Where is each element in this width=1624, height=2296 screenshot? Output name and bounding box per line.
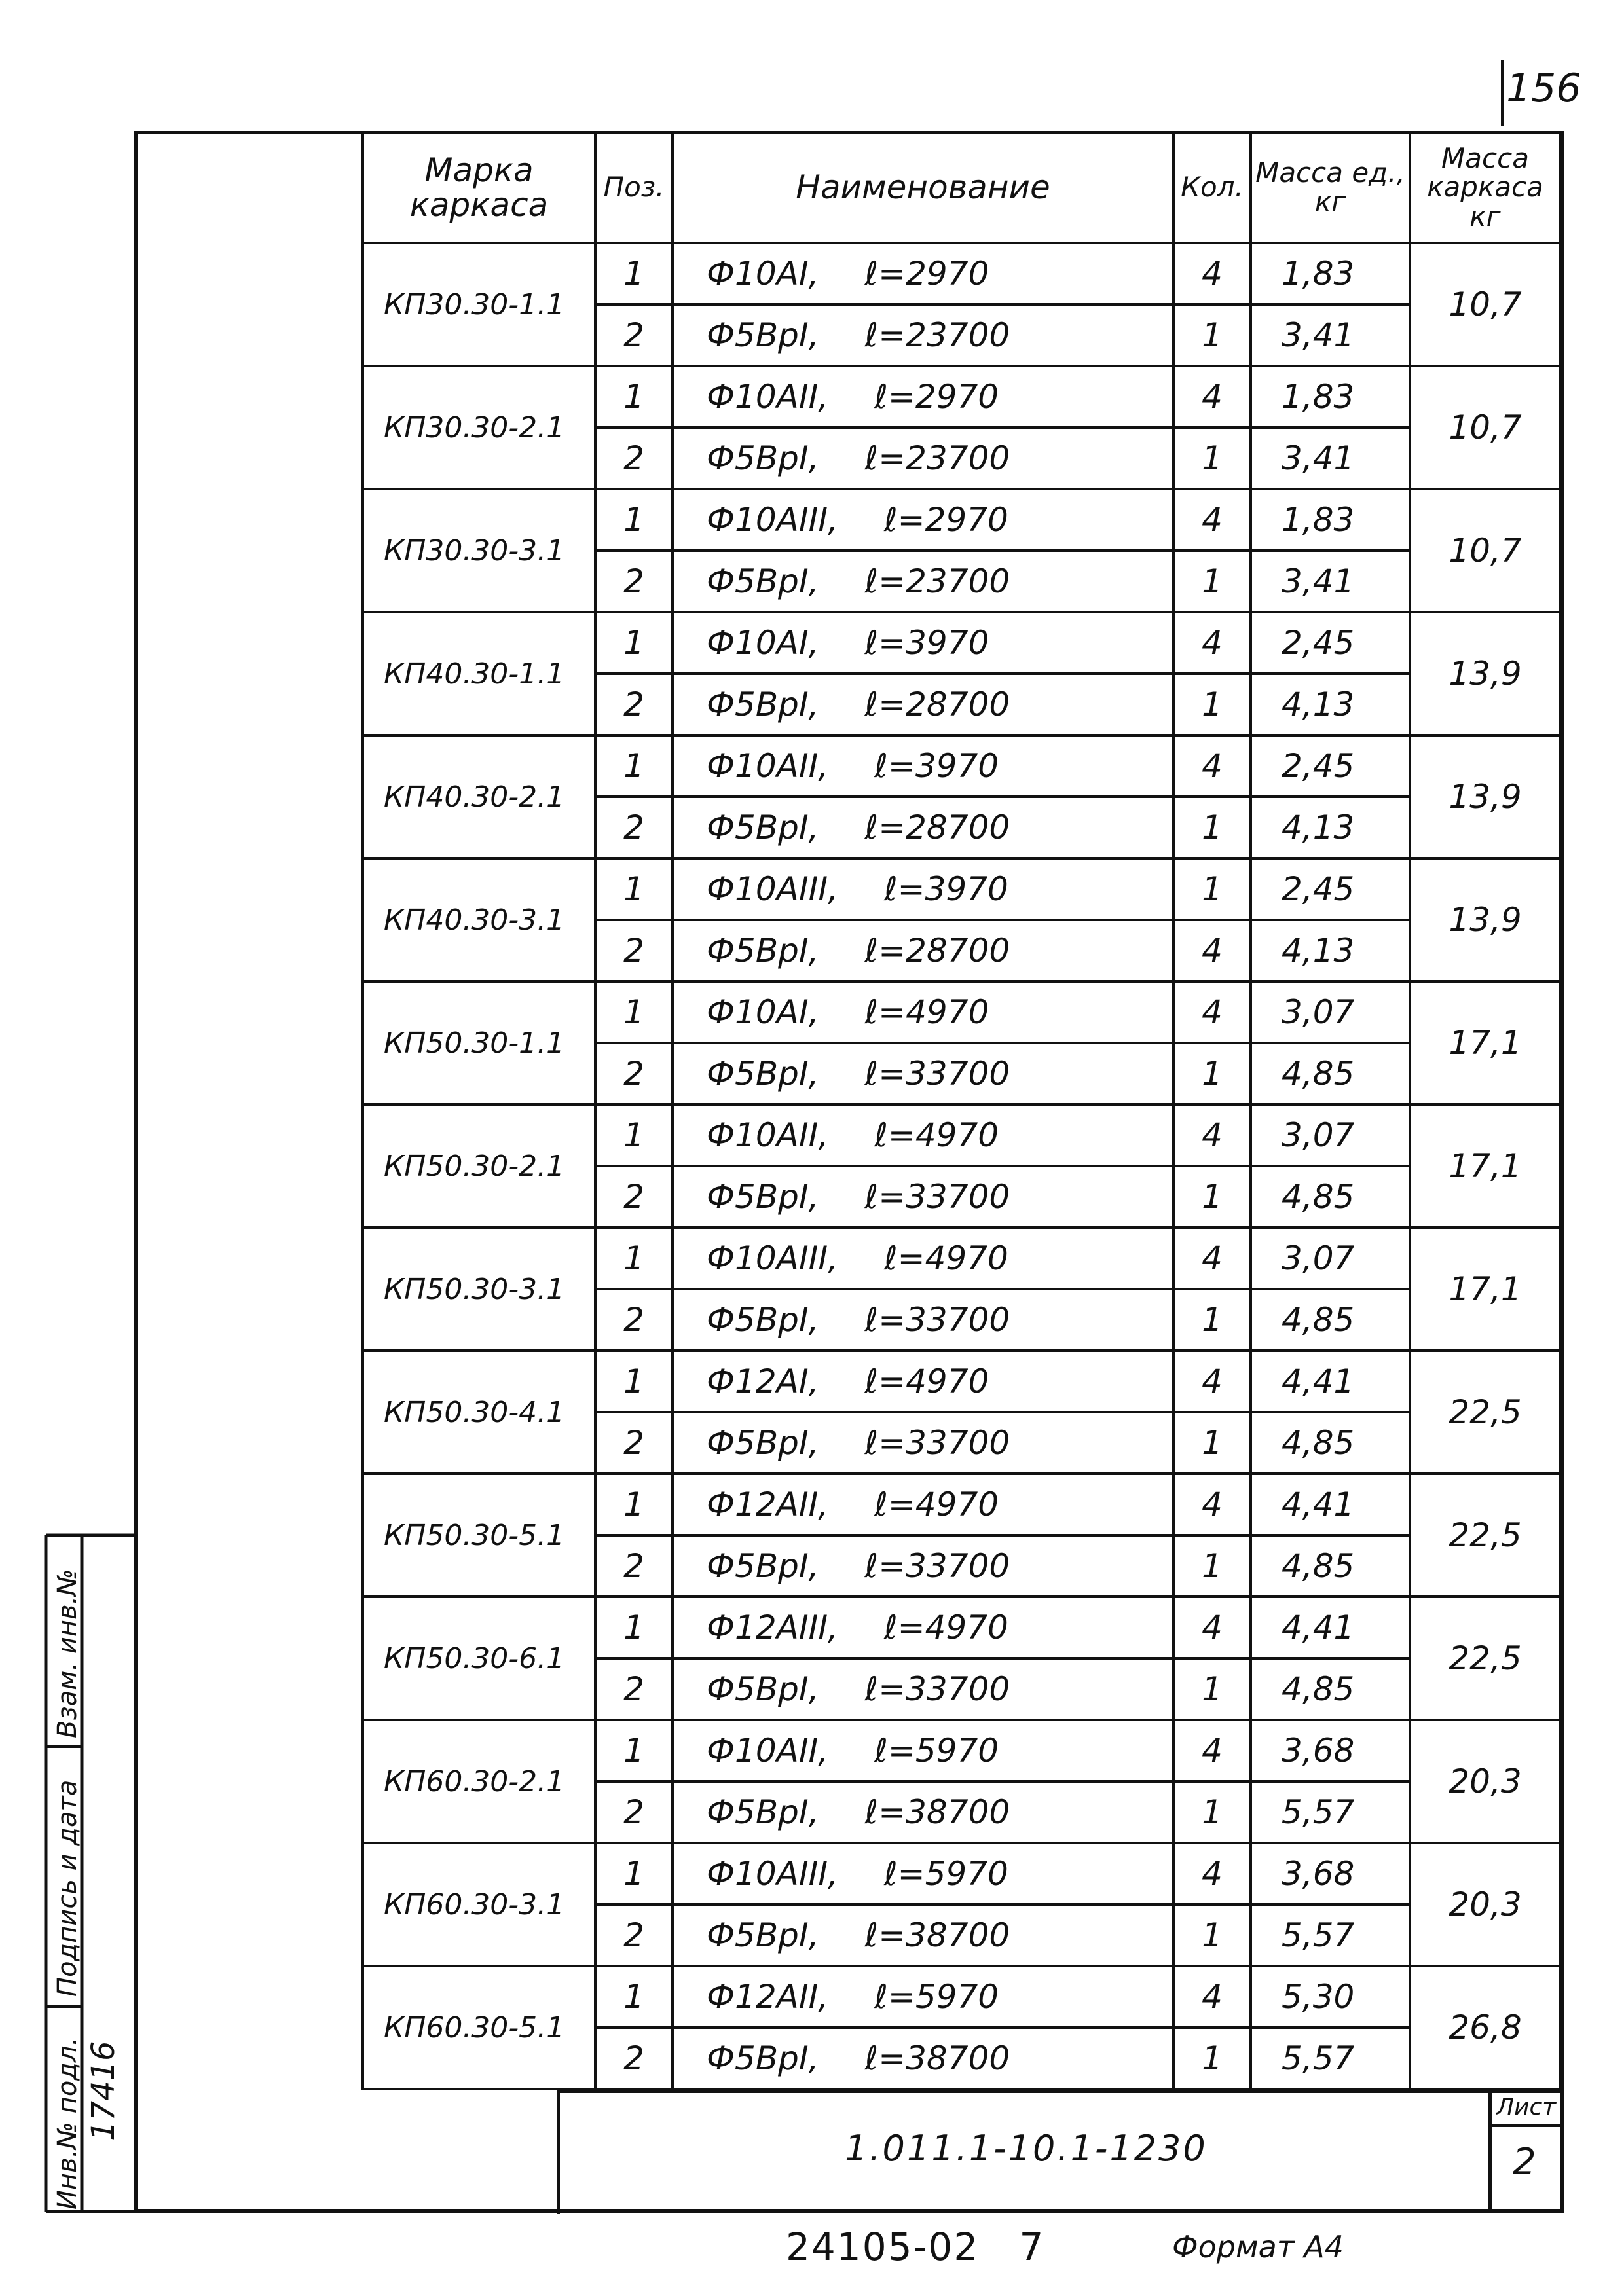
cell-position: 2	[595, 551, 673, 612]
cell-position: 2	[595, 1166, 673, 1228]
cell-unit-mass: 4,85	[1251, 1412, 1410, 1474]
bar-designation: Ф5ВрI,	[707, 439, 819, 477]
cell-unit-mass: 1,83	[1251, 366, 1410, 428]
cell-position: 2	[595, 1412, 673, 1474]
cell-unit-mass: 3,68	[1251, 1843, 1410, 1904]
cell-unit-mass: 3,07	[1251, 1228, 1410, 1289]
cell-quantity: 1	[1173, 1535, 1251, 1597]
page-number: 156	[1506, 65, 1581, 111]
archive-number: 24105-02 7	[786, 2225, 1045, 2269]
cell-position: 2	[595, 1781, 673, 1843]
cell-quantity: 4	[1173, 243, 1251, 304]
cell-quantity: 4	[1173, 1720, 1251, 1781]
cell-quantity: 1	[1173, 551, 1251, 612]
bar-designation: Ф10АIII,	[707, 1239, 839, 1277]
cell-unit-mass: 4,13	[1251, 920, 1410, 981]
cell-mark: КП50.30-5.1	[363, 1474, 595, 1597]
bar-length: ℓ=2970	[864, 255, 989, 293]
cell-name	[673, 1474, 1173, 1535]
cell-total-mass: 20,3	[1410, 1720, 1560, 1843]
cell-name	[673, 612, 1173, 674]
bar-length: ℓ=38700	[864, 1916, 1010, 1954]
bar-length: ℓ=38700	[864, 2039, 1010, 2077]
bar-length: ℓ=4970	[874, 1116, 999, 1154]
cell-quantity: 4	[1173, 1228, 1251, 1289]
cell-quantity: 1	[1173, 1043, 1251, 1104]
cell-name	[673, 1720, 1173, 1781]
specification-body	[363, 243, 1560, 2089]
cell-position: 1	[595, 243, 673, 304]
document-code: 1.011.1-10.1-1230	[845, 2128, 1208, 2169]
cell-total-mass: 10,7	[1410, 489, 1560, 612]
cell-name	[673, 1043, 1173, 1104]
cell-quantity: 4	[1173, 1966, 1251, 2028]
cell-name	[673, 1104, 1173, 1166]
cell-position: 1	[595, 612, 673, 674]
cell-unit-mass: 4,85	[1251, 1043, 1410, 1104]
table-row	[363, 1597, 1560, 1658]
table-row	[363, 243, 1560, 304]
bar-length: ℓ=4970	[884, 1239, 1008, 1277]
sheet-number: 2	[1513, 2141, 1536, 2183]
cell-mark: КП40.30-2.1	[363, 735, 595, 858]
cell-unit-mass: 4,85	[1251, 1535, 1410, 1597]
cell-quantity: 1	[1173, 428, 1251, 489]
bar-designation: Ф10АII,	[707, 747, 829, 785]
cell-unit-mass: 5,57	[1251, 1781, 1410, 1843]
bar-length: ℓ=23700	[864, 439, 1010, 477]
table-row	[363, 612, 1560, 674]
cell-position: 2	[595, 674, 673, 735]
cell-name	[673, 1535, 1173, 1597]
bar-designation: Ф5ВрI,	[707, 1424, 819, 1462]
bar-length: ℓ=5970	[884, 1855, 1008, 1893]
bar-length: ℓ=28700	[864, 932, 1010, 970]
table-row	[363, 1966, 1560, 2028]
cell-position: 2	[595, 304, 673, 366]
cell-quantity: 4	[1173, 981, 1251, 1043]
cell-total-mass: 13,9	[1410, 612, 1560, 735]
header-mark: Марка каркаса	[363, 132, 595, 243]
cell-mark: КП30.30-3.1	[363, 489, 595, 612]
table-row	[363, 489, 1560, 551]
cell-position: 2	[595, 2028, 673, 2089]
bar-designation: Ф5ВрI,	[707, 1301, 819, 1339]
cell-unit-mass: 4,85	[1251, 1658, 1410, 1720]
cell-name	[673, 1904, 1173, 1966]
format-label: Формат А4	[1172, 2229, 1344, 2265]
bar-length: ℓ=5970	[874, 1732, 999, 1770]
cell-mark: КП60.30-2.1	[363, 1720, 595, 1843]
cell-total-mass: 10,7	[1410, 243, 1560, 366]
bar-length: ℓ=2970	[874, 378, 999, 416]
cell-name	[673, 1412, 1173, 1474]
cell-mark: КП30.30-2.1	[363, 366, 595, 489]
cell-total-mass: 22,5	[1410, 1597, 1560, 1720]
cell-position: 1	[595, 1104, 673, 1166]
bar-designation: Ф10АI,	[707, 255, 819, 293]
cell-name	[673, 1166, 1173, 1228]
cell-total-mass: 22,5	[1410, 1351, 1560, 1474]
bar-designation: Ф5ВрI,	[707, 562, 819, 600]
cell-mark: КП50.30-2.1	[363, 1104, 595, 1228]
cell-quantity: 1	[1173, 304, 1251, 366]
bar-designation: Ф5ВрI,	[707, 1670, 819, 1708]
cell-name	[673, 304, 1173, 366]
cell-total-mass: 10,7	[1410, 366, 1560, 489]
bar-length: ℓ=23700	[864, 562, 1010, 600]
cell-mark: КП60.30-5.1	[363, 1966, 595, 2089]
bar-length: ℓ=38700	[864, 1793, 1010, 1831]
cell-position: 1	[595, 1351, 673, 1412]
title-block-sheet-line	[1488, 2124, 1560, 2127]
cell-quantity: 4	[1173, 735, 1251, 797]
cell-unit-mass: 4,41	[1251, 1474, 1410, 1535]
cell-quantity: 1	[1173, 1658, 1251, 1720]
header-name: Наименование	[673, 132, 1173, 243]
bar-length: ℓ=33700	[864, 1424, 1010, 1462]
cell-quantity: 4	[1173, 366, 1251, 428]
bar-length: ℓ=5970	[874, 1978, 999, 2016]
cell-unit-mass: 2,45	[1251, 612, 1410, 674]
cell-name	[673, 674, 1173, 735]
table-row	[363, 1351, 1560, 1412]
cell-quantity: 4	[1173, 489, 1251, 551]
bar-length: ℓ=2970	[884, 501, 1008, 539]
table-row	[363, 366, 1560, 428]
cell-quantity: 1	[1173, 1781, 1251, 1843]
bar-designation: Ф10АIII,	[707, 501, 839, 539]
bar-designation: Ф5ВрI,	[707, 932, 819, 970]
bar-length: ℓ=33700	[864, 1178, 1010, 1216]
bar-designation: Ф12АIII,	[707, 1609, 839, 1647]
bar-designation: Ф10АII,	[707, 378, 829, 416]
cell-total-mass: 20,3	[1410, 1843, 1560, 1966]
cell-name	[673, 735, 1173, 797]
page-number-bar	[1501, 60, 1504, 126]
cell-quantity: 4	[1173, 612, 1251, 674]
cell-name	[673, 1781, 1173, 1843]
bar-designation: Ф12АII,	[707, 1485, 829, 1523]
cell-total-mass: 26,8	[1410, 1966, 1560, 2089]
cell-mark: КП40.30-1.1	[363, 612, 595, 735]
bar-length: ℓ=33700	[864, 1301, 1010, 1339]
cell-name	[673, 489, 1173, 551]
cell-unit-mass: 3,41	[1251, 428, 1410, 489]
cell-unit-mass: 4,13	[1251, 797, 1410, 858]
cell-quantity: 1	[1173, 1166, 1251, 1228]
bar-designation: Ф10АI,	[707, 993, 819, 1031]
cell-position: 1	[595, 1966, 673, 2028]
cell-position: 2	[595, 1904, 673, 1966]
cell-position: 1	[595, 858, 673, 920]
cell-position: 2	[595, 920, 673, 981]
cell-name	[673, 1289, 1173, 1351]
cell-position: 1	[595, 1597, 673, 1658]
cell-unit-mass: 1,83	[1251, 489, 1410, 551]
cell-position: 1	[595, 735, 673, 797]
cell-position: 2	[595, 797, 673, 858]
cell-quantity: 1	[1173, 1289, 1251, 1351]
bar-designation: Ф5ВрI,	[707, 1916, 819, 1954]
cell-position: 1	[595, 1474, 673, 1535]
bar-length: ℓ=4970	[864, 993, 989, 1031]
table-row	[363, 1843, 1560, 1904]
stamp-inv-swap-label: Взам. инв.№	[52, 1569, 83, 1738]
cell-name	[673, 551, 1173, 612]
stamp-inv-orig-label: Инв.№ подл.	[52, 2037, 83, 2210]
bar-length: ℓ=4970	[864, 1362, 989, 1400]
cell-total-mass: 13,9	[1410, 735, 1560, 858]
cell-name	[673, 1966, 1173, 2028]
bar-designation: Ф10АI,	[707, 624, 819, 662]
cell-unit-mass: 4,85	[1251, 1289, 1410, 1351]
cell-quantity: 4	[1173, 920, 1251, 981]
cell-position: 2	[595, 1289, 673, 1351]
bar-designation: Ф5ВрI,	[707, 1178, 819, 1216]
bar-designation: Ф10АII,	[707, 1732, 829, 1770]
title-block-divider	[1488, 2090, 1492, 2210]
cell-name	[673, 1351, 1173, 1412]
cell-name	[673, 1228, 1173, 1289]
bar-designation: Ф10АIII,	[707, 870, 839, 908]
table-row	[363, 981, 1560, 1043]
table-row	[363, 735, 1560, 797]
cell-position: 2	[595, 428, 673, 489]
bar-designation: Ф5ВрI,	[707, 1547, 819, 1585]
table-header-row	[363, 132, 1560, 243]
cell-mark: КП50.30-1.1	[363, 981, 595, 1104]
header-qty: Кол.	[1173, 132, 1251, 243]
cell-position: 2	[595, 1043, 673, 1104]
cell-mark: КП60.30-3.1	[363, 1843, 595, 1966]
cell-quantity: 1	[1173, 1412, 1251, 1474]
cell-name	[673, 1843, 1173, 1904]
cell-quantity: 1	[1173, 1904, 1251, 1966]
cell-position: 1	[595, 1720, 673, 1781]
bar-length: ℓ=3970	[864, 624, 989, 662]
header-total-mass: Масса каркаса кг	[1410, 132, 1560, 243]
cell-name	[673, 428, 1173, 489]
bar-designation: Ф12АI,	[707, 1362, 819, 1400]
cell-mark: КП50.30-6.1	[363, 1597, 595, 1720]
cell-mark: КП50.30-4.1	[363, 1351, 595, 1474]
table-row	[363, 1228, 1560, 1289]
cell-total-mass: 22,5	[1410, 1474, 1560, 1597]
cell-quantity: 4	[1173, 1104, 1251, 1166]
cell-unit-mass: 5,30	[1251, 1966, 1410, 2028]
cell-quantity: 1	[1173, 2028, 1251, 2089]
cell-quantity: 4	[1173, 1597, 1251, 1658]
sheet-label: Лист	[1496, 2094, 1557, 2121]
bar-designation: Ф5ВрI,	[707, 685, 819, 723]
cell-quantity: 4	[1173, 1843, 1251, 1904]
cell-mark: КП40.30-3.1	[363, 858, 595, 981]
cell-total-mass: 17,1	[1410, 981, 1560, 1104]
cell-position: 1	[595, 1228, 673, 1289]
bar-designation: Ф5ВрI,	[707, 2039, 819, 2077]
cell-position: 1	[595, 1843, 673, 1904]
cell-unit-mass: 3,68	[1251, 1720, 1410, 1781]
cell-quantity: 1	[1173, 674, 1251, 735]
cell-position: 1	[595, 366, 673, 428]
cell-name	[673, 920, 1173, 981]
cell-unit-mass: 5,57	[1251, 2028, 1410, 2089]
cell-name	[673, 858, 1173, 920]
bar-length: ℓ=33700	[864, 1547, 1010, 1585]
cell-unit-mass: 3,41	[1251, 304, 1410, 366]
cell-unit-mass: 4,13	[1251, 674, 1410, 735]
cell-unit-mass: 1,83	[1251, 243, 1410, 304]
bar-length: ℓ=4970	[874, 1485, 999, 1523]
cell-quantity: 4	[1173, 1351, 1251, 1412]
table-row	[363, 1104, 1560, 1166]
cell-quantity: 1	[1173, 858, 1251, 920]
cell-quantity: 1	[1173, 797, 1251, 858]
bar-length: ℓ=4970	[884, 1609, 1008, 1647]
header-pos: Поз.	[595, 132, 673, 243]
cell-total-mass: 17,1	[1410, 1228, 1560, 1351]
cell-unit-mass: 4,41	[1251, 1597, 1410, 1658]
cell-unit-mass: 3,07	[1251, 1104, 1410, 1166]
cell-unit-mass: 2,45	[1251, 735, 1410, 797]
bar-designation: Ф5ВрI,	[707, 316, 819, 354]
bar-length: ℓ=23700	[864, 316, 1010, 354]
cell-name	[673, 1597, 1173, 1658]
bar-designation: Ф5ВрI,	[707, 1793, 819, 1831]
bar-length: ℓ=33700	[864, 1055, 1010, 1093]
cell-position: 2	[595, 1535, 673, 1597]
stamp-sign-date-label: Подпись и дата	[52, 1779, 83, 1997]
cell-name	[673, 2028, 1173, 2089]
cell-name	[673, 981, 1173, 1043]
bar-length: ℓ=28700	[864, 685, 1010, 723]
cell-unit-mass: 5,57	[1251, 1904, 1410, 1966]
cell-position: 1	[595, 489, 673, 551]
cell-name	[673, 1658, 1173, 1720]
cell-unit-mass: 2,45	[1251, 858, 1410, 920]
bar-designation: Ф5ВрI,	[707, 809, 819, 847]
bar-length: ℓ=28700	[864, 809, 1010, 847]
cell-name	[673, 243, 1173, 304]
bar-length: ℓ=33700	[864, 1670, 1010, 1708]
cell-total-mass: 17,1	[1410, 1104, 1560, 1228]
cell-unit-mass: 3,41	[1251, 551, 1410, 612]
bar-length: ℓ=3970	[884, 870, 1008, 908]
cell-name	[673, 797, 1173, 858]
table-row	[363, 1720, 1560, 1781]
cell-unit-mass: 3,07	[1251, 981, 1410, 1043]
header-unit-mass: Масса ед., кг	[1251, 132, 1410, 243]
cell-unit-mass: 4,85	[1251, 1166, 1410, 1228]
bar-designation: Ф10АII,	[707, 1116, 829, 1154]
bar-designation: Ф5ВрI,	[707, 1055, 819, 1093]
bar-designation: Ф10АIII,	[707, 1855, 839, 1893]
cell-name	[673, 366, 1173, 428]
cell-position: 1	[595, 981, 673, 1043]
specification-table	[361, 131, 1562, 2090]
cell-quantity: 4	[1173, 1474, 1251, 1535]
cell-unit-mass: 4,41	[1251, 1351, 1410, 1412]
bar-designation: Ф12АII,	[707, 1978, 829, 2016]
cell-position: 2	[595, 1658, 673, 1720]
cell-total-mass: 13,9	[1410, 858, 1560, 981]
table-row	[363, 858, 1560, 920]
stamp-inv-orig-value: 17416	[85, 2041, 122, 2141]
cell-mark: КП30.30-1.1	[363, 243, 595, 366]
cell-mark: КП50.30-3.1	[363, 1228, 595, 1351]
table-row	[363, 1474, 1560, 1535]
bar-length: ℓ=3970	[874, 747, 999, 785]
